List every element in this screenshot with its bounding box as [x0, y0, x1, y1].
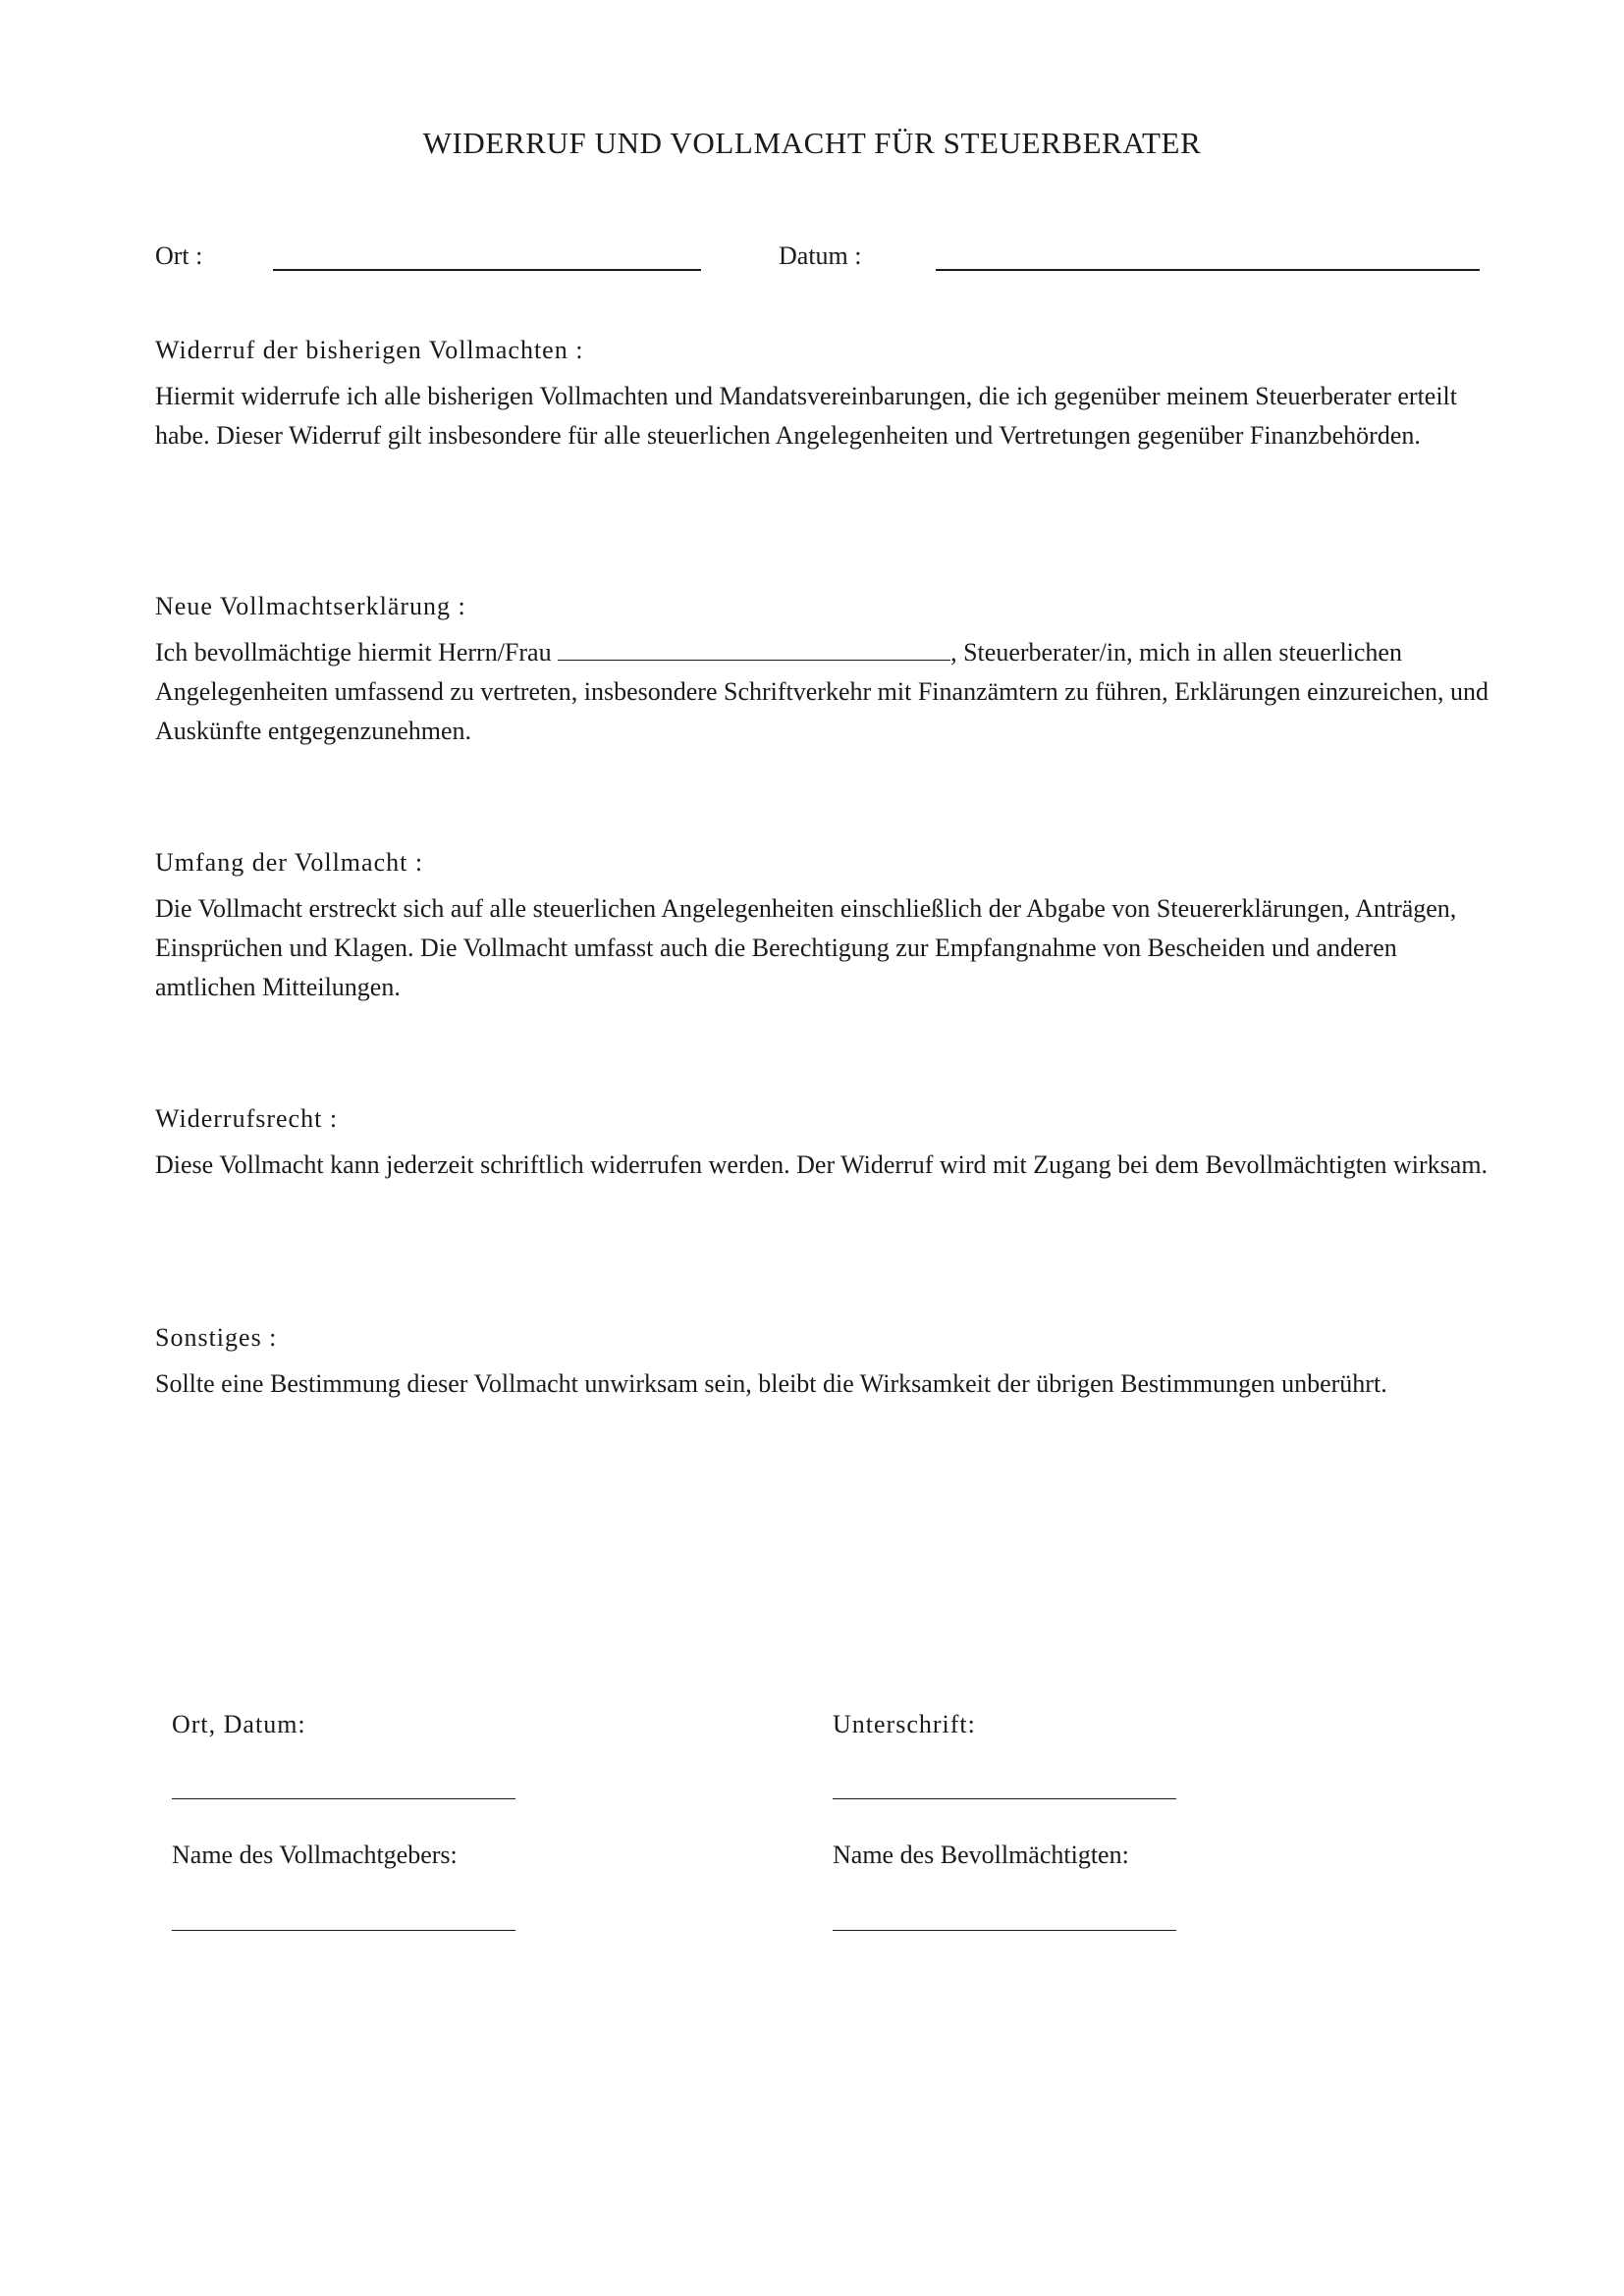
section-heading: Neue Vollmachtserklärung :	[155, 592, 466, 620]
section-text: Sollte eine Bestimmung dieser Vollmacht unwirksam sein, bleibt die Wirksamkeit der übrigen Bestimmungen unberührt.	[155, 1369, 1387, 1398]
ort-datum-field[interactable]	[172, 1798, 515, 1799]
section-widerrufsrecht	[155, 1102, 1490, 1185]
section-text: Hiermit widerrufe ich alle bisherigen Vollmachten und Mandatsvereinbarungen, die ich gegenüber meinem Steuerberater erteilt habe. Dieser Widerruf gilt insbesondere für alle steuerlichen Angelegenheiten und Vertretungen gegenüber Finanzbehörden.	[155, 382, 1457, 450]
unterschrift-field[interactable]	[833, 1798, 1176, 1799]
section-heading: Sonstiges :	[155, 1323, 278, 1352]
section-umfang	[155, 846, 1490, 1007]
datum-field[interactable]	[936, 269, 1480, 271]
ort-label: Ort :	[155, 241, 203, 270]
section-heading: Umfang der Vollmacht :	[155, 848, 424, 877]
section-text: Die Vollmacht erstreckt sich auf alle steuerlichen Angelegenheiten einschließlich der Abgabe von Steuererklärungen, Anträgen, Einsprüchen und Klagen. Die Vollmacht umfasst auch die Berechtigung zur Empfangnahme von Bescheiden und anderen amtlichen Mitteilungen.	[155, 894, 1457, 1001]
section-neue-vollmacht	[155, 590, 1490, 751]
vollmachtgeber-label: Name des Vollmachtgebers:	[172, 1841, 458, 1869]
section-sonstiges	[155, 1321, 1490, 1404]
bevollmaechtigter-name-field[interactable]	[558, 634, 950, 661]
text-before-blank: Ich bevollmächtige hiermit Herrn/Frau	[155, 638, 552, 667]
text-after-blank: , Steuerberater/in, mich in allen steuerlichen Angelegenheiten umfassend zu vertreten, insbesondere Schriftverkehr mit Finanzämtern zu führen, Erklärungen einzureichen, und Auskünfte entgegenzunehmen.	[155, 638, 1489, 745]
document-title: WIDERRUF UND VOLLMACHT FÜR STEUERBERATER	[422, 126, 1202, 160]
bevollmaechtigter-label: Name des Bevollmächtigten:	[833, 1841, 1129, 1869]
bevollmaechtigter-field[interactable]	[833, 1930, 1176, 1931]
ort-field[interactable]	[273, 269, 701, 271]
section-text	[155, 633, 1490, 751]
section-heading: Widerruf der bisherigen Vollmachten :	[155, 336, 584, 364]
ort-datum-label: Ort, Datum:	[172, 1710, 306, 1738]
vollmachtgeber-name-field[interactable]	[172, 1930, 515, 1931]
unterschrift-label: Unterschrift:	[833, 1710, 976, 1738]
datum-label: Datum :	[779, 241, 862, 270]
section-heading: Widerrufsrecht :	[155, 1104, 339, 1133]
section-text: Diese Vollmacht kann jederzeit schriftlich widerrufen werden. Der Widerruf wird mit Zugang bei dem Bevollmächtigten wirksam.	[155, 1150, 1489, 1179]
section-widerruf	[155, 334, 1490, 455]
